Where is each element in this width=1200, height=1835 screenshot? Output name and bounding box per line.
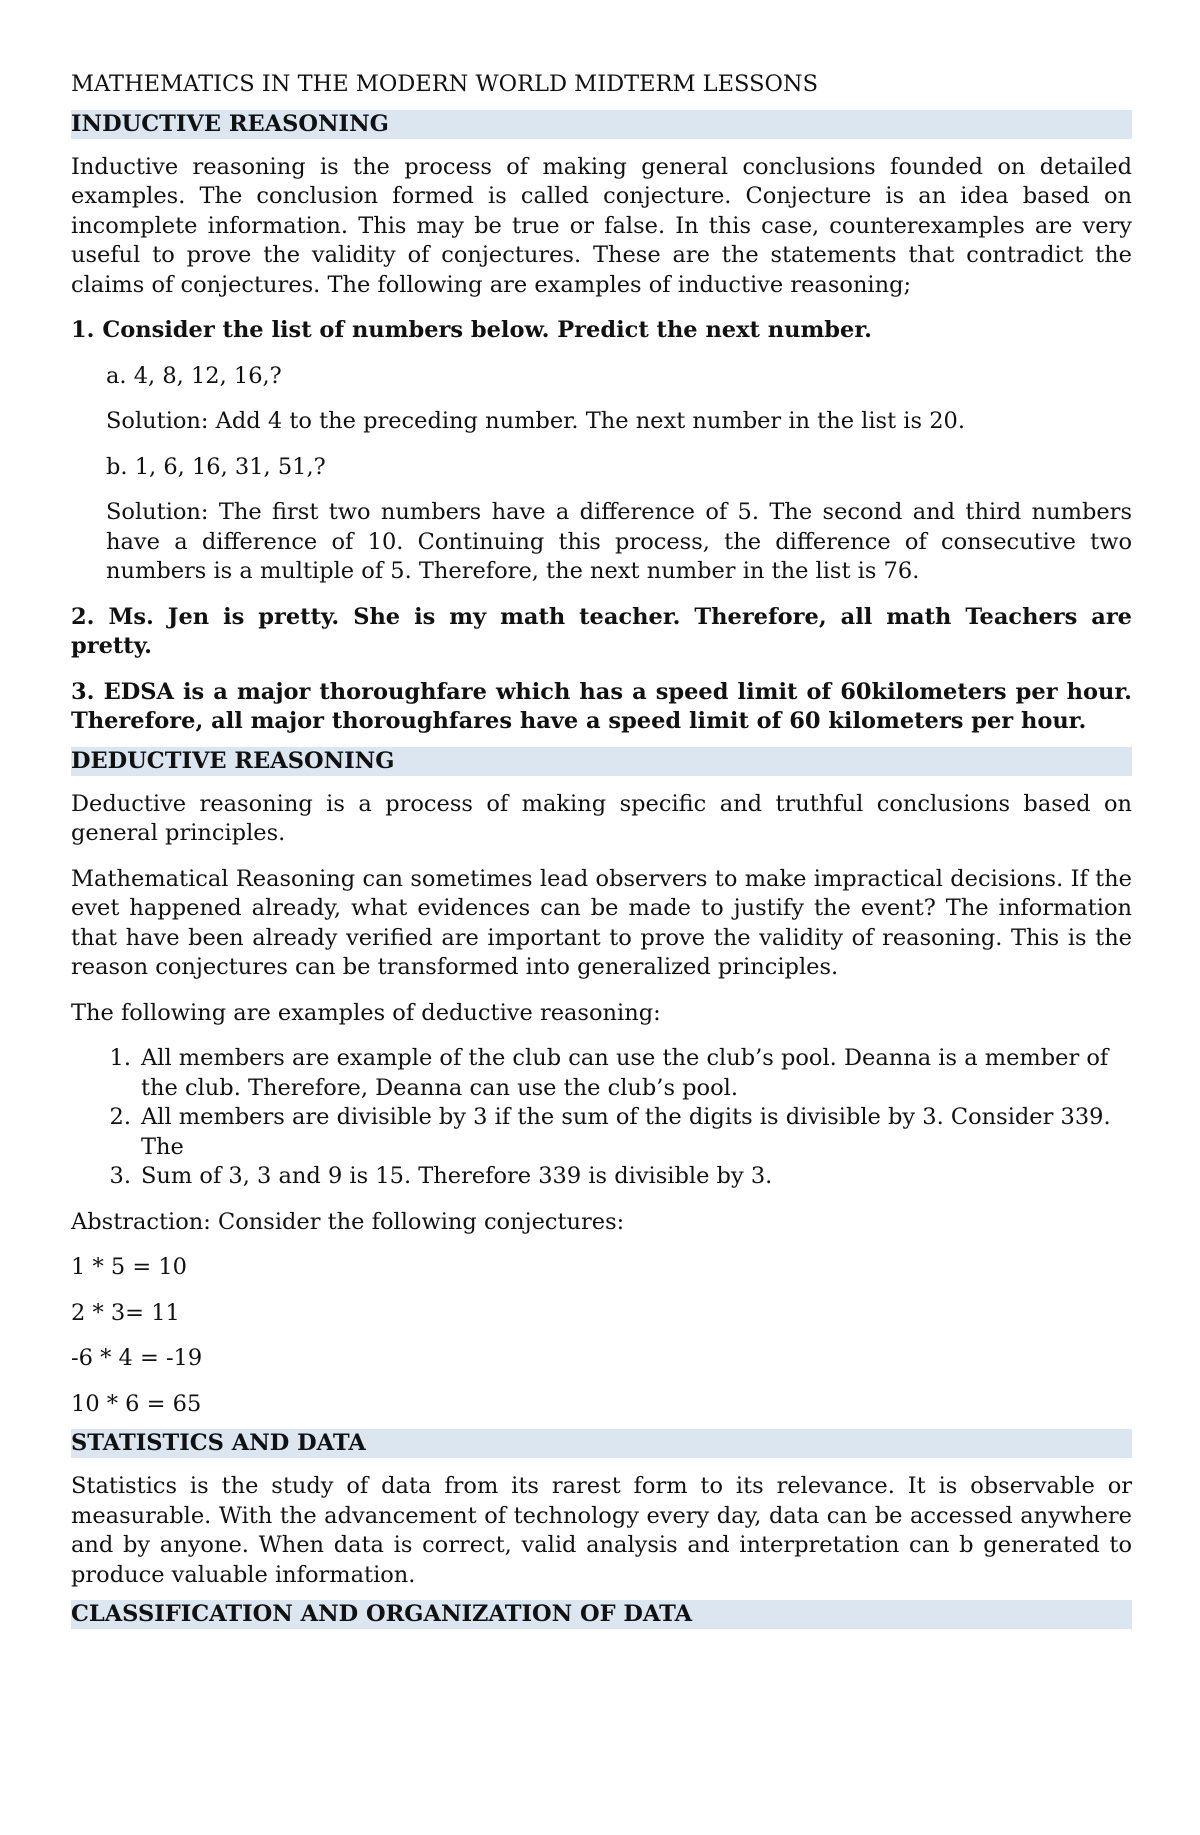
abstraction-label: Abstraction: Consider the following conjectures: [71, 1208, 625, 1235]
inductive-example-3: 3. EDSA is a major thoroughfare which has a speed limit of 60kilometers per hour. Therefore, all major thoroughfares have a speed limit of 60 kilometers per hour. [71, 678, 1132, 734]
deductive-examples-intro: The following are examples of deductive reasoning: [71, 999, 661, 1026]
deductive-para-2: Mathematical Reasoning can sometimes lead observers to make impractical decisions. If the evet happened already, what evidences can be made to justify the event? The information that have been already verified are important to prove the validity of reasoning. This is the reason conjectures can be transformed into generalized principles. [71, 865, 1132, 980]
inductive-example-1: 1. Consider the list of numbers below. Predict the next number. [71, 317, 872, 343]
list-item [71, 1162, 1132, 1192]
conjecture-equation: 1 * 5 = 10 [71, 1254, 187, 1280]
list-item-number: 3. [109, 1163, 131, 1189]
section-heading-statistics: STATISTICS AND DATA [71, 1429, 1132, 1458]
inductive-intro: Inductive reasoning is the process of making general conclusions founded on detailed examples. The conclusion formed is called conjecture. Conjecture is an idea based on incomplete information. This may be true or false. In this case, counterexamples are very useful to prove the validity of conjectures. These are the statements that contradict the claims of conjectures. The following are examples of inductive reasoning; [71, 153, 1132, 298]
inductive-solution-b: Solution: The first two numbers have a difference of 5. The second and third numbers have a difference of 10. Continuing this process, the difference of consecutive two numbers is a multiple of 5. Therefore, the next number in the list is 76. [106, 499, 1132, 584]
list-item-text: All members are example of the club can use the club’s pool. Deanna is a member of the club. Therefore, Deanna can use the club’s pool. [141, 1045, 1109, 1101]
list-item-text: All members are divisible by 3 if the sum of the digits is divisible by 3. Consider 339. The [141, 1104, 1111, 1160]
list-item [71, 1103, 1132, 1162]
inductive-item-b: b. 1, 6, 16, 31, 51,? [106, 453, 326, 480]
section-heading-inductive: INDUCTIVE REASONING [71, 110, 1132, 139]
list-item [71, 1044, 1132, 1103]
section-heading-classification: CLASSIFICATION AND ORGANIZATION OF DATA [71, 1600, 1132, 1629]
section-heading-deductive: DEDUCTIVE REASONING [71, 747, 1132, 776]
document-title: MATHEMATICS IN THE MODERN WORLD MIDTERM LESSONS [71, 71, 819, 97]
inductive-example-2: 2. Ms. Jen is pretty. She is my math teacher. Therefore, all math Teachers are pretty. [71, 603, 1132, 659]
list-item-text: Sum of 3, 3 and 9 is 15. Therefore 339 is divisible by 3. [141, 1163, 773, 1189]
conjecture-equation: 10 * 6 = 65 [71, 1390, 202, 1417]
inductive-item-a: a. 4, 8, 12, 16,? [106, 362, 282, 389]
deductive-intro: Deductive reasoning is a process of making specific and truthful conclusions based on general principles. [71, 790, 1132, 846]
list-item-number: 2. [109, 1104, 131, 1130]
deductive-example-list [71, 1044, 1132, 1192]
statistics-text: Statistics is the study of data from its rarest form to its relevance. It is observable or measurable. With the advancement of technology every day, data can be accessed anywhere and by anyone. When data is correct, valid analysis and interpretation can b generated to produce valuable information. [71, 1473, 1132, 1588]
list-item-number: 1. [109, 1045, 131, 1071]
inductive-solution-a: Solution: Add 4 to the preceding number. The next number in the list is 20. [106, 408, 965, 434]
conjecture-equation: -6 * 4 = -19 [71, 1345, 203, 1371]
conjecture-equation: 2 * 3= 11 [71, 1299, 180, 1326]
